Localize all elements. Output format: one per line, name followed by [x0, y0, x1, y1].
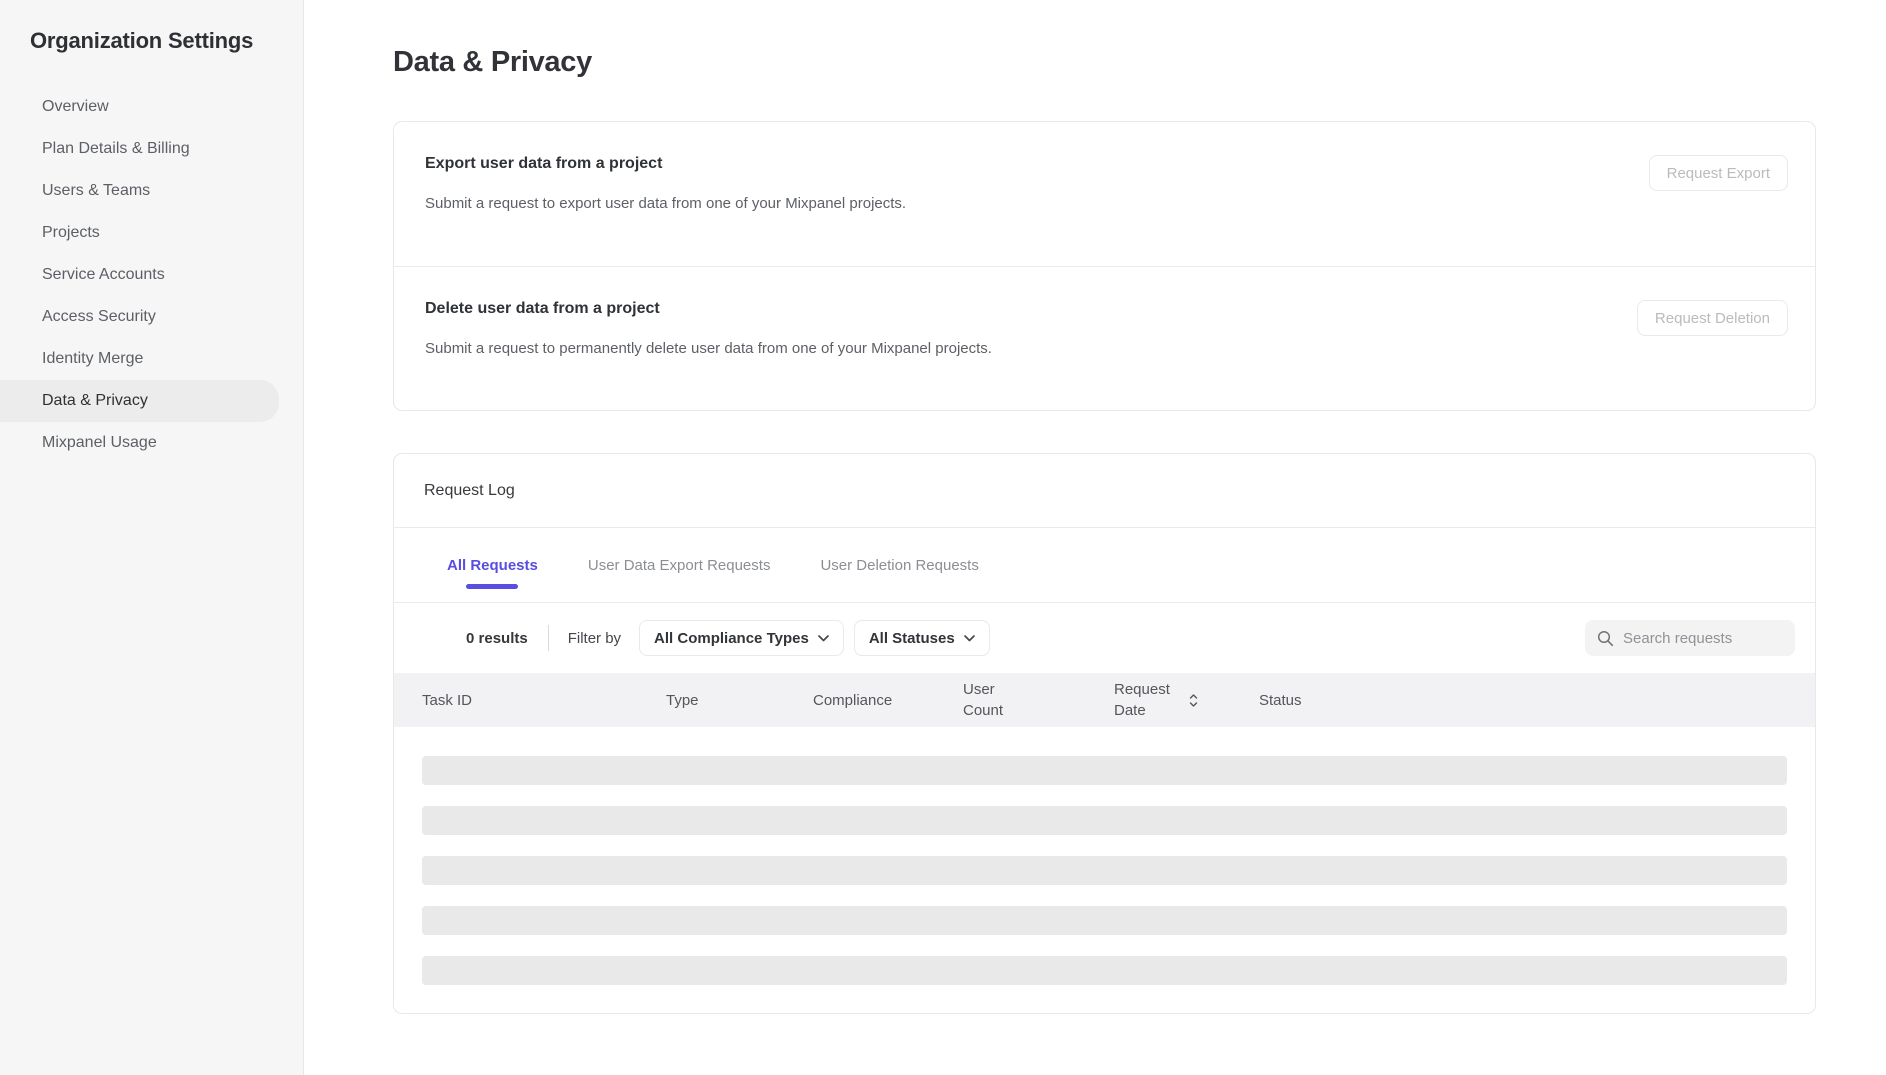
request-log-loading-rows — [422, 756, 1787, 985]
vertical-divider — [548, 625, 549, 651]
organization-settings-sidebar — [0, 0, 304, 1075]
tab-all-requests[interactable]: All Requests — [447, 528, 538, 602]
skeleton-row — [422, 956, 1787, 985]
sidebar-title: Organization Settings — [30, 28, 254, 53]
tab-user-deletion-requests[interactable]: User Deletion Requests — [820, 556, 979, 574]
skeleton-row — [422, 756, 1787, 785]
skeleton-row — [422, 906, 1787, 935]
skeleton-row — [422, 856, 1787, 885]
statuses-dropdown-label: All Statuses — [868, 629, 955, 647]
sidebar-item-projects[interactable]: Projects — [42, 224, 100, 241]
export-section-title: Export user data from a project — [425, 155, 663, 172]
sidebar-item-overview[interactable]: Overview — [42, 98, 109, 115]
data-actions-card — [393, 121, 1816, 411]
column-header-status[interactable]: Status — [1259, 691, 1302, 709]
search-requests-box[interactable] — [1585, 620, 1795, 656]
sidebar-item-service-accounts[interactable]: Service Accounts — [42, 266, 165, 283]
page-title: Data & Privacy — [393, 46, 592, 78]
request-log-card — [393, 453, 1816, 1014]
delete-section-title: Delete user data from a project — [425, 300, 660, 317]
column-header-user-count[interactable]: User Count — [963, 681, 1004, 719]
column-header-type[interactable]: Type — [666, 691, 699, 709]
sidebar-nav — [0, 86, 303, 464]
delete-section-description: Submit a request to permanently delete user data from one of your Mixpanel projects. — [425, 340, 992, 357]
export-user-data-section — [394, 122, 1815, 266]
search-icon — [1597, 630, 1614, 647]
sidebar-item-identity-merge[interactable]: Identity Merge — [42, 350, 144, 367]
request-deletion-button[interactable]: Request Deletion — [1637, 300, 1788, 336]
sidebar-item-mixpanel-usage[interactable]: Mixpanel Usage — [42, 434, 157, 451]
column-header-task-id[interactable]: Task ID — [422, 691, 473, 709]
main-content — [304, 0, 1886, 1075]
filter-row — [394, 603, 1815, 673]
delete-user-data-section — [394, 266, 1815, 410]
skeleton-row — [422, 806, 1787, 835]
filter-by-label: Filter by — [567, 629, 622, 647]
sort-icon[interactable] — [1189, 693, 1198, 708]
tab-user-data-export-requests[interactable]: User Data Export Requests — [587, 556, 771, 574]
request-export-button[interactable]: Request Export — [1649, 155, 1788, 191]
request-log-table-header — [394, 673, 1815, 727]
sidebar-item-access-security[interactable]: Access Security — [42, 308, 156, 325]
compliance-types-dropdown-label: All Compliance Types — [654, 629, 809, 647]
results-count: 0 results — [466, 629, 528, 647]
chevron-down-icon — [818, 635, 829, 642]
search-requests-input[interactable] — [1623, 630, 1783, 647]
request-log-title: Request Log — [394, 454, 1815, 528]
compliance-types-dropdown[interactable] — [639, 620, 844, 656]
column-header-request-date[interactable]: Request Date — [1114, 679, 1259, 721]
request-log-tabs — [394, 528, 1815, 603]
sidebar-item-plan-details-billing[interactable]: Plan Details & Billing — [42, 140, 190, 157]
chevron-down-icon — [964, 635, 975, 642]
sidebar-item-data-privacy[interactable]: Data & Privacy — [0, 380, 279, 422]
sidebar-item-users-teams[interactable]: Users & Teams — [42, 182, 151, 199]
export-section-description: Submit a request to export user data from one of your Mixpanel projects. — [425, 195, 907, 212]
column-header-compliance[interactable]: Compliance — [813, 691, 893, 709]
statuses-dropdown[interactable] — [854, 620, 990, 656]
